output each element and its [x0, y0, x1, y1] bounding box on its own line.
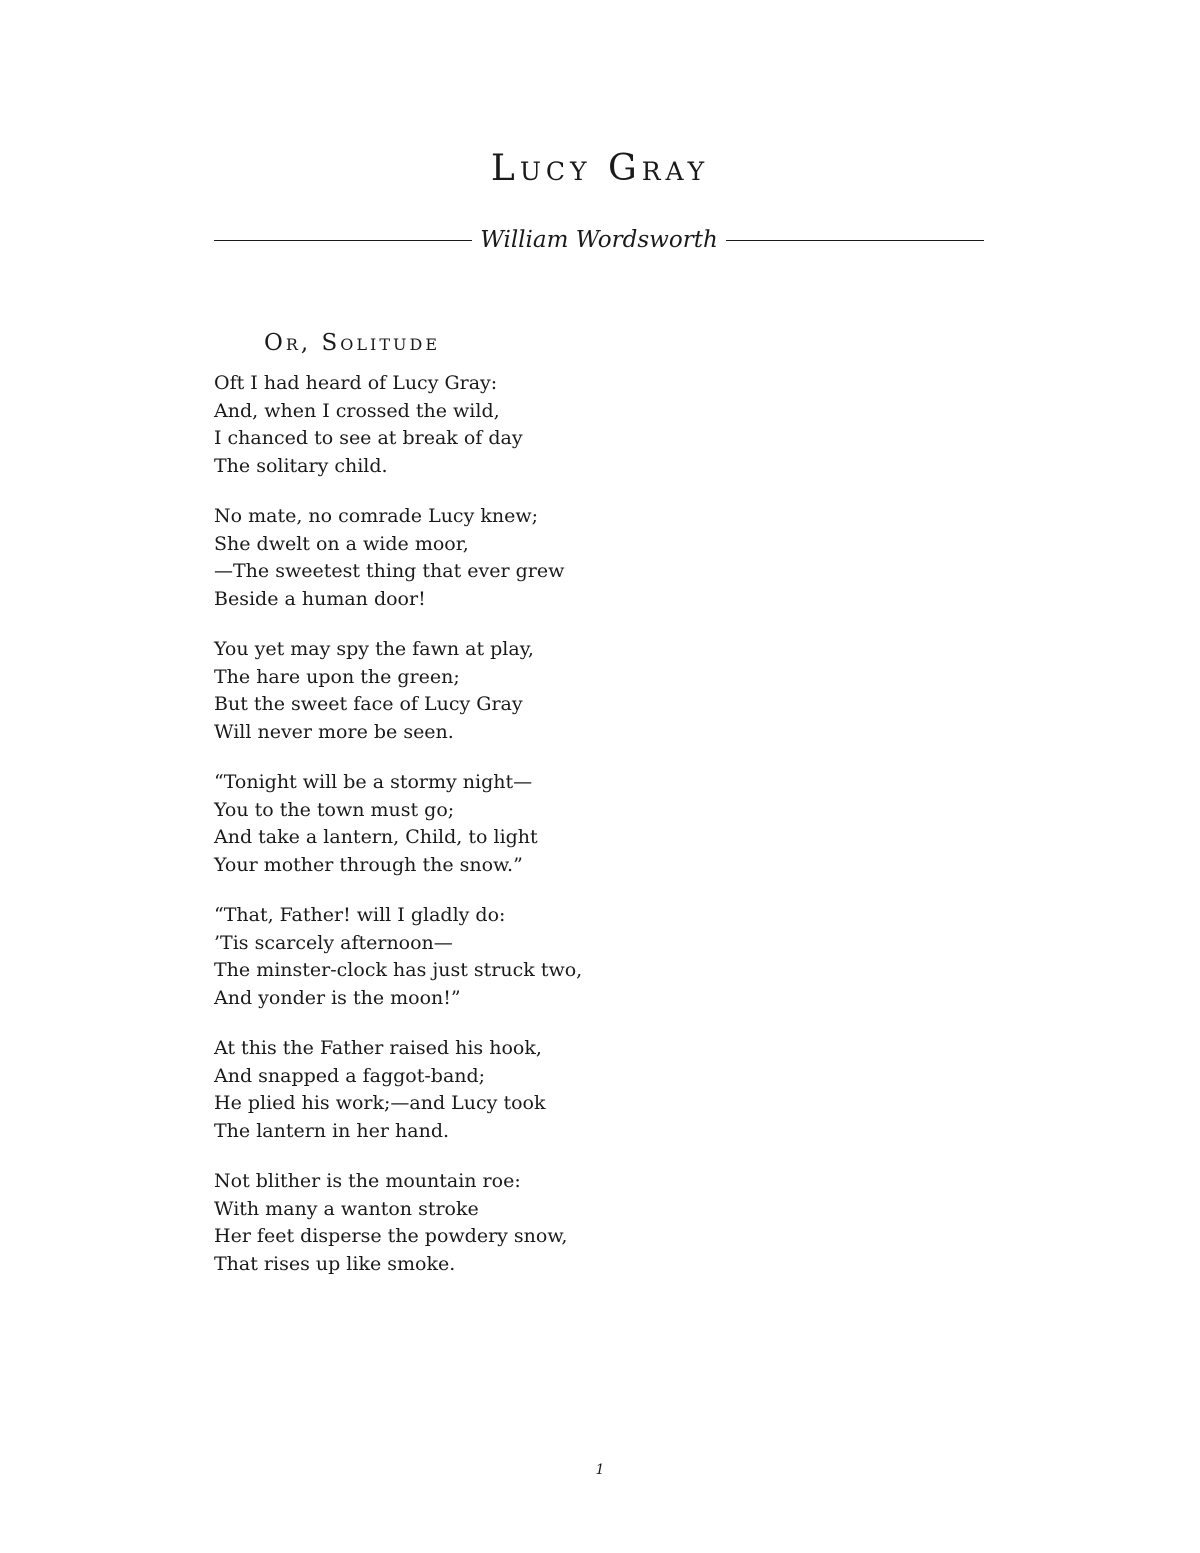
poem-line: And snapped a faggot-band;	[214, 1064, 486, 1087]
stanza	[214, 1035, 914, 1145]
poem-line: —The sweetest thing that ever grew	[214, 560, 565, 582]
poem-line: Her feet disperse the powdery snow,	[214, 1225, 568, 1247]
poem-line: Beside a human door!	[214, 587, 426, 610]
poem-line: Your mother through the snow.”	[214, 853, 523, 876]
poem-line: At this the Father raised his hook,	[214, 1037, 542, 1059]
poem-line: With many a wanton stroke	[214, 1197, 479, 1220]
stanza	[214, 503, 914, 613]
poem-subtitle: Or, Solitude	[264, 330, 441, 356]
poem-line: The solitary child.	[214, 454, 388, 477]
author-name: William Wordsworth	[480, 227, 718, 253]
poem-title: Lucy Gray	[490, 148, 710, 189]
poem-line: The hare upon the green;	[214, 665, 460, 688]
poem-line: I chanced to see at break of day	[214, 427, 523, 449]
author-byline	[214, 224, 984, 256]
page-number: 1	[595, 1462, 605, 1478]
poem-line: The lantern in her hand.	[214, 1119, 450, 1142]
poem-line: That rises up like smoke.	[214, 1252, 456, 1275]
poem-line: ’Tis scarcely afternoon—	[214, 931, 453, 954]
stanza	[214, 1168, 914, 1278]
poem-line: The minster-clock has just struck two,	[214, 959, 583, 981]
poem-line: And yonder is the moon!”	[214, 986, 461, 1009]
stanza	[214, 902, 914, 1012]
poem-line: She dwelt on a wide moor,	[214, 532, 469, 555]
poem-body	[214, 370, 914, 1301]
poem-line: He plied his work;—and Lucy took	[214, 1092, 546, 1114]
poem-line: And, when I crossed the wild,	[214, 399, 500, 422]
poem-line: Will never more be seen.	[214, 720, 454, 743]
poem-line: No mate, no comrade Lucy knew;	[214, 505, 539, 527]
stanza	[214, 636, 914, 746]
poem-line: “That, Father! will I gladly do:	[214, 904, 506, 926]
left-rule-divider	[214, 240, 472, 241]
stanza	[214, 370, 914, 480]
poem-line: You yet may spy the fawn at play,	[214, 638, 534, 660]
poem-line: Oft I had heard of Lucy Gray:	[214, 372, 498, 394]
poem-line: And take a lantern, Child, to light	[214, 826, 538, 848]
poem-line: You to the town must go;	[214, 798, 455, 821]
poem-line: “Tonight will be a stormy night—	[214, 771, 533, 793]
right-rule-divider	[726, 240, 984, 241]
poem-line: Not blither is the mountain roe:	[214, 1170, 521, 1192]
stanza	[214, 769, 914, 879]
poem-line: But the sweet face of Lucy Gray	[214, 693, 523, 715]
